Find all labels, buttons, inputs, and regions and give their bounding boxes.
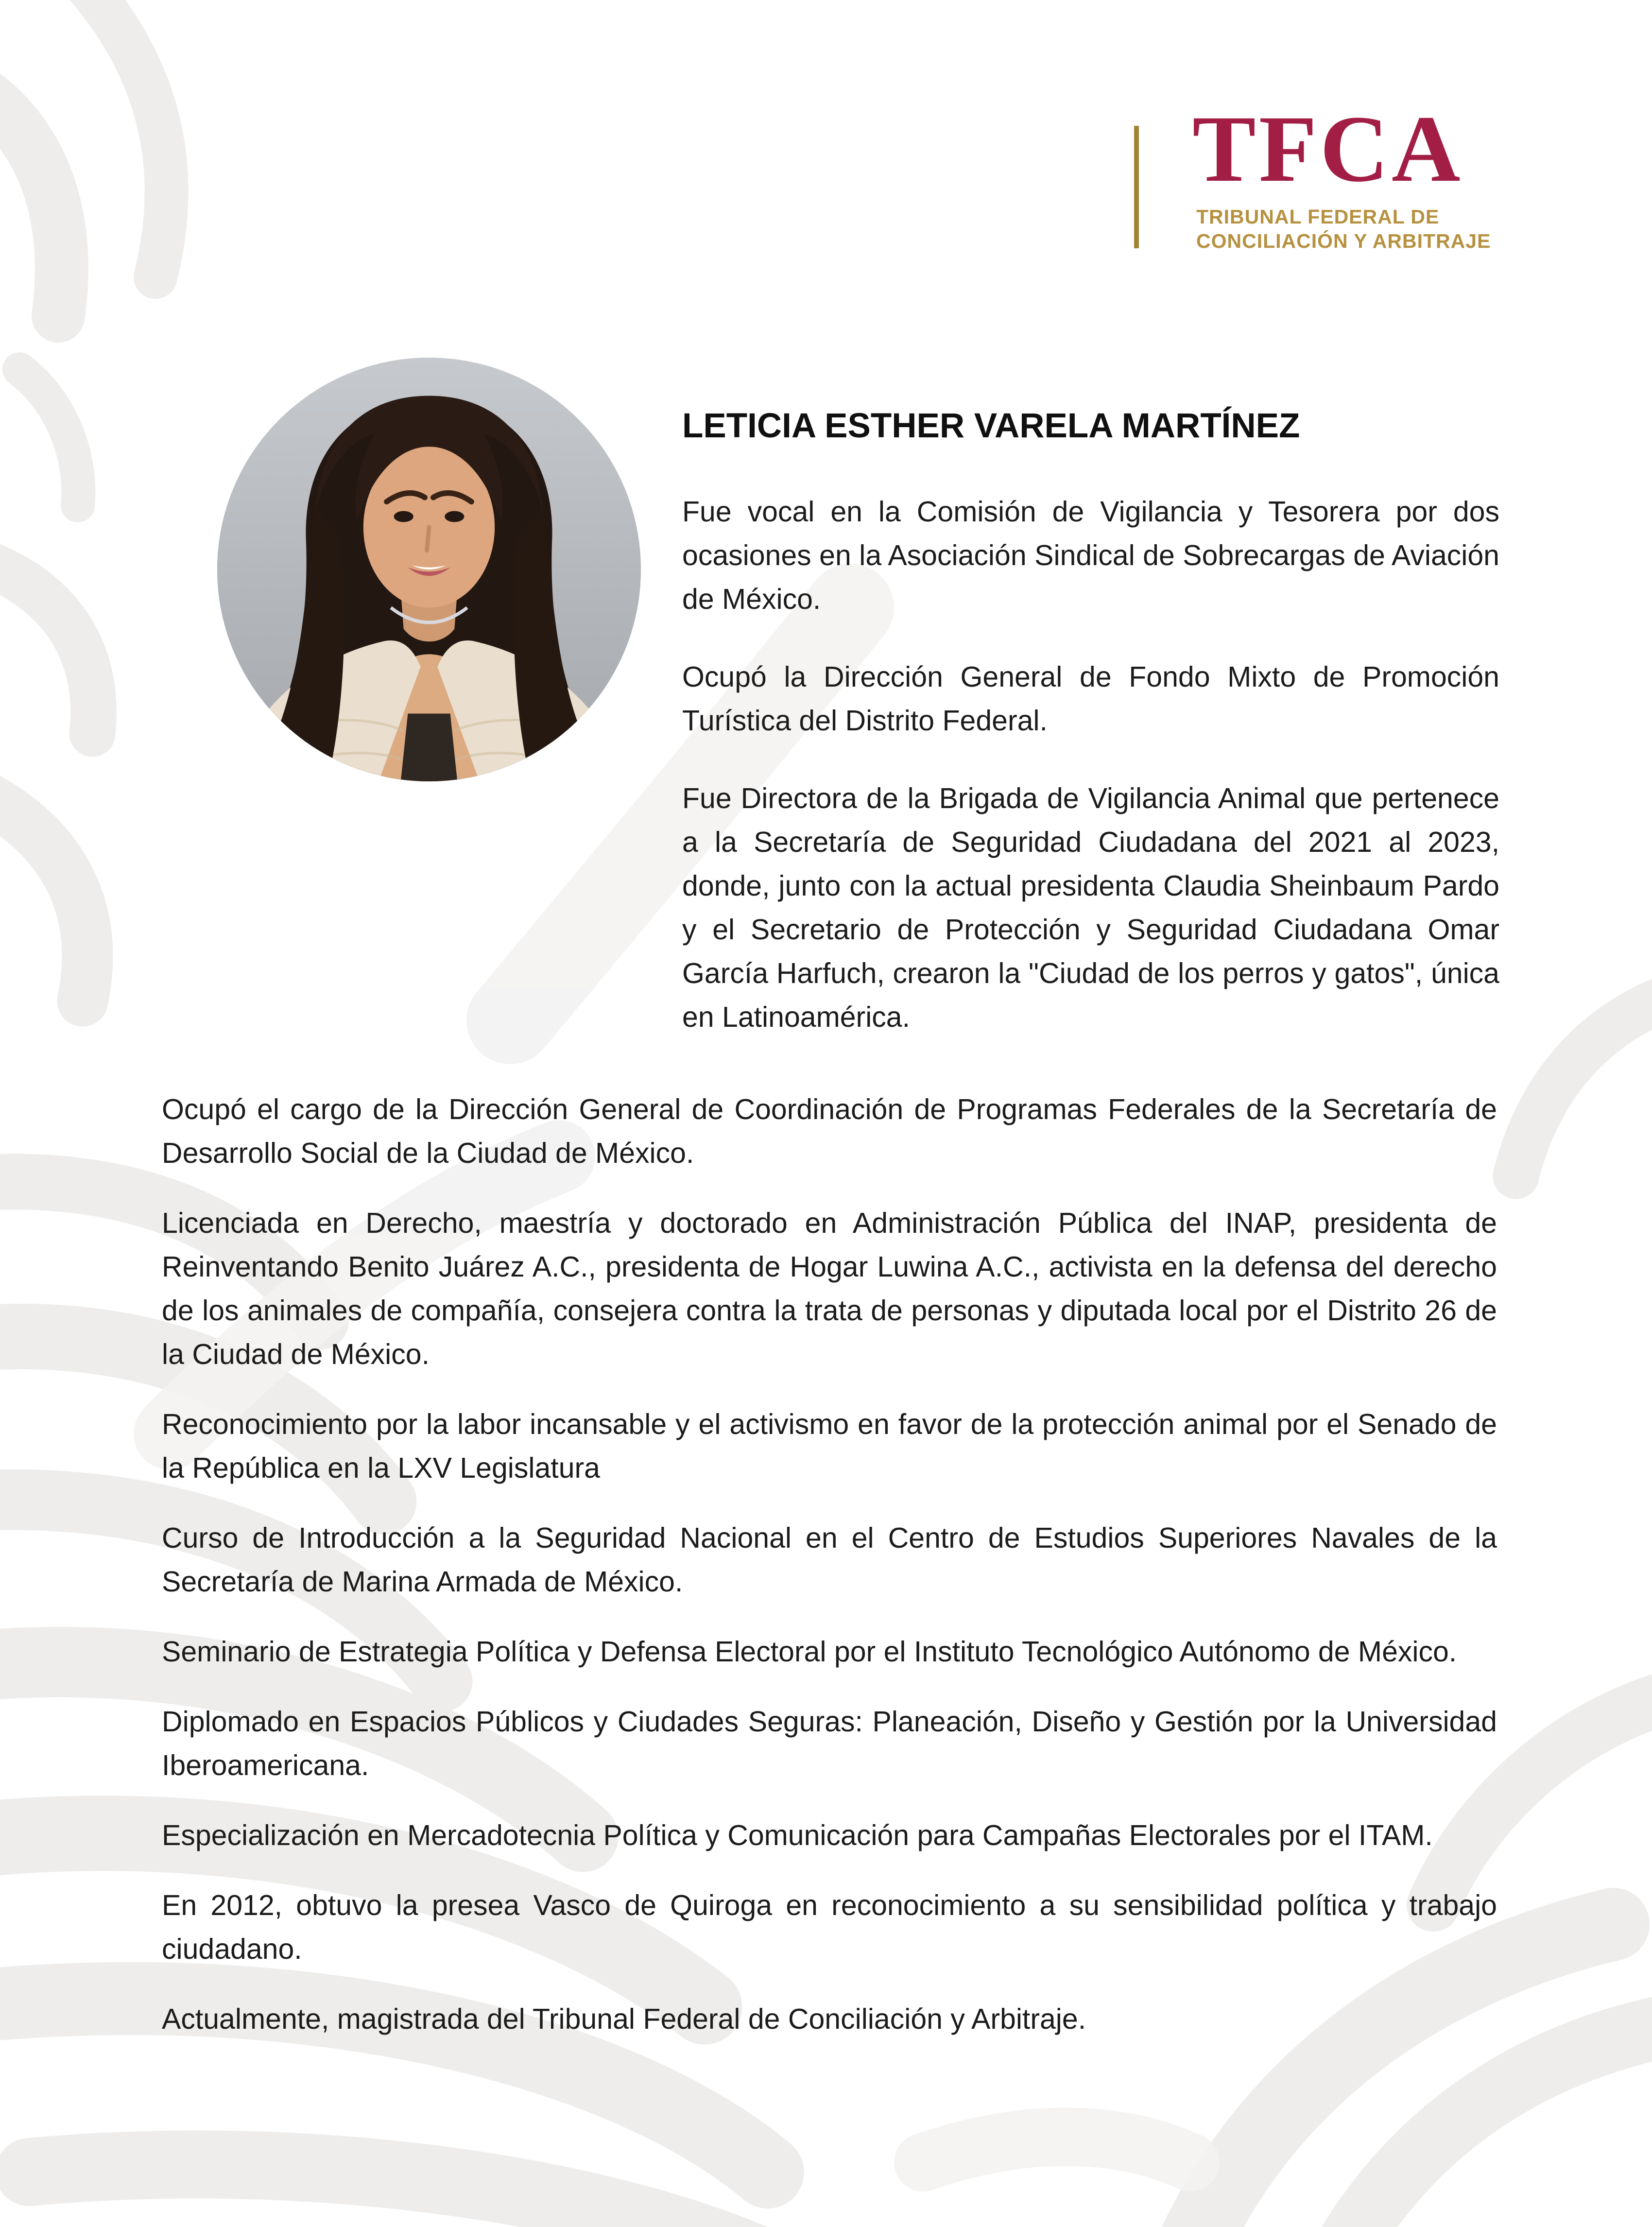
- bio-paragraph-licenciada: Licenciada en Derecho, maestría y doctorado en Administración Pública del INAP, presidenta de Reinventando Benito Juárez A.C., presidenta de Hogar Luwina A.C., activista en la defensa del derecho de los animales de compañía, consejera contra la trata de personas y diputada local por el Distrito 26 de la Ciudad de México.: [162, 1207, 1497, 1370]
- logo-divider-bar: [1134, 126, 1139, 248]
- bio-paragraph-diplomado: Diplomado en Espacios Públicos y Ciudades Seguras: Planeación, Diseño y Gestión por la Universidad Iberoamericana.: [162, 1706, 1497, 1781]
- bio-paragraph-vocal: Fue vocal en la Comisión de Vigilancia y Tesorera por dos ocasiones en la Asociación Sindical de Sobrecargas de Aviación de México.: [682, 496, 1499, 615]
- portrait-illustration: [217, 358, 641, 781]
- tfca-logo: [1134, 96, 1523, 260]
- person-name-heading: LETICIA ESTHER VARELA MARTÍNEZ: [682, 407, 1300, 445]
- bio-paragraph-coordinacion: Ocupó el cargo de la Dirección General de Coordinación de Programas Federales de la Secretaría de Desarrollo Social de la Ciudad de México.: [162, 1093, 1497, 1169]
- bio-paragraph-reconocimiento: Reconocimiento por la labor incansable y el activismo en favor de la protección animal por el Senado de la República en la LXV Legislatura: [162, 1408, 1497, 1484]
- profile-photo: [217, 358, 641, 781]
- bio-paragraph-brigada: Fue Directora de la Brigada de Vigilancia Animal que pertenece a la Secretaría de Seguridad Ciudadana del 2021 al 2023, donde, junto con la actual presidenta Claudia Sheinbaum Pardo y el Secretario de Protección y Seguridad Ciudadana Omar García Harfuch, crearon la "Ciudad de los perros y gatos", única en Latinoamérica.: [682, 782, 1499, 1033]
- logo-subtitle-line2: CONCILIACIÓN Y ARBITRAJE: [1196, 230, 1491, 252]
- bio-right-column: [682, 490, 1499, 1073]
- logo-subtitle: [1196, 205, 1491, 253]
- bio-main-column: [162, 1088, 1497, 2067]
- bio-paragraph-fondo-mixto: Ocupó la Dirección General de Fondo Mixto de Promoción Turística del Distrito Federal.: [682, 661, 1499, 737]
- bio-paragraph-curso: Curso de Introducción a la Seguridad Nacional en el Centro de Estudios Superiores Navales de la Secretaría de Marina Armada de México.: [162, 1522, 1497, 1598]
- bio-paragraph-especializacion: Especialización en Mercadotecnia Política y Comunicación para Campañas Electorales por el ITAM.: [162, 1819, 1433, 1851]
- logo-subtitle-line1: TRIBUNAL FEDERAL DE: [1196, 206, 1440, 228]
- bio-paragraph-actualmente: Actualmente, magistrada del Tribunal Federal de Conciliación y Arbitraje.: [162, 2003, 1086, 2035]
- bio-paragraph-presea: En 2012, obtuvo la presea Vasco de Quiroga en reconocimiento a su sensibilidad política y trabajo ciudadano.: [162, 1889, 1497, 1965]
- bio-paragraph-seminario: Seminario de Estrategia Política y Defensa Electoral por el Instituto Tecnológico Autónomo de México.: [162, 1636, 1457, 1668]
- logo-acronym: TFCA: [1192, 96, 1463, 202]
